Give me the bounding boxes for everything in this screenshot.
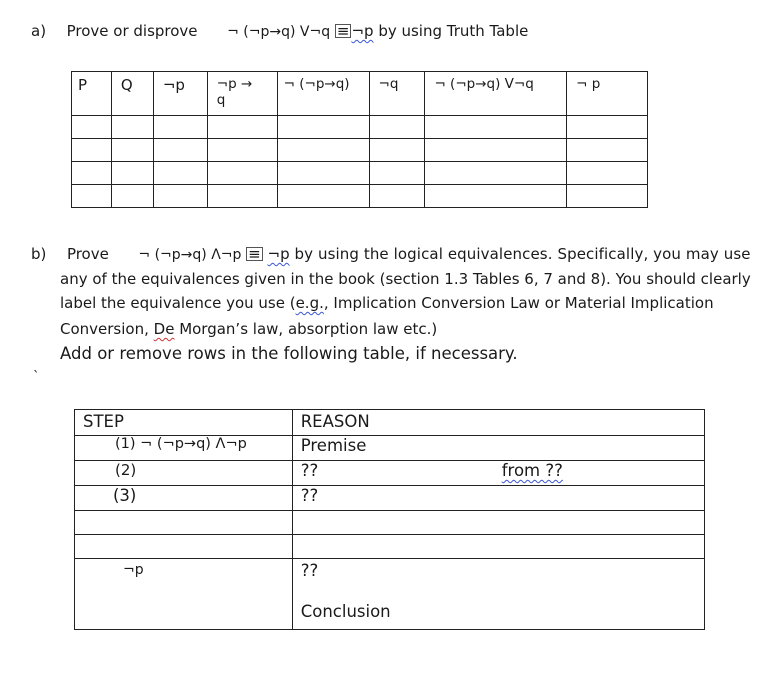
proof-row [75,436,705,461]
question-b-line-1 [31,245,751,263]
truth-table-cell [207,116,277,139]
truth-table-row [72,139,648,162]
truth-table-header-cell: ¬ p [567,72,648,116]
proof-final-reason: ?? [300,561,319,580]
proof-table [74,409,705,630]
question-a-expression-right: ¬p [351,22,374,40]
truth-table-cell [567,116,648,139]
question-b-line-4 [60,320,437,338]
proof-row [75,535,705,559]
truth-table [71,71,648,208]
question-b-expression-left: ¬ (¬p→q) Λ¬p [138,247,242,263]
truth-table-cell [369,162,425,185]
proof-step: (3) [75,486,293,511]
question-b-line-2: any of the equivalences given in the book (section 1.3 Tables 6, 7 and 8). You should clearly [60,270,751,288]
truth-table-header-cell: P [72,72,112,116]
truth-table-cell [72,116,112,139]
truth-table-cell [207,185,277,208]
equivalence-symbol: ≡ [336,22,350,40]
question-b-line-3-end: , Implication Conversion Law or Material Implication [323,294,714,312]
truth-table-header-line: ¬p → [216,76,253,92]
proof-row [75,511,705,535]
truth-table-row [72,116,648,139]
truth-table-cell [207,139,277,162]
truth-table-cell [425,185,567,208]
question-b-expression-right: ¬p [267,245,290,263]
truth-table-cell [567,185,648,208]
truth-table-cell [153,139,207,162]
question-b-line-1-rest: by using the logical equivalences. Specifically, you may use [289,245,751,263]
question-a-line [31,22,528,40]
question-b-line-4-end: Morgan’s law, absorption law etc.) [174,320,438,338]
proof-reason-extra: from ?? [501,461,563,480]
truth-table-header-cell: ¬ (¬p→q) V¬q [425,72,567,116]
truth-table-cell [153,185,207,208]
truth-table-cell [153,116,207,139]
truth-table-cell [277,116,369,139]
proof-final-step: ¬p [75,559,293,630]
truth-table-row [72,185,648,208]
truth-table-header-cell: ¬ (¬p→q) [277,72,369,116]
proof-final-conclusion: Conclusion [300,602,391,621]
proof-row [75,461,705,486]
question-a-text-after: by using Truth Table [373,22,529,40]
truth-table-cell [72,185,112,208]
equivalence-symbol: ≡ [248,245,261,263]
truth-table-cell [425,139,567,162]
truth-table-cell [111,185,153,208]
truth-table-header-cell [207,72,277,116]
proof-reason: ?? [300,461,319,480]
truth-table-cell [72,139,112,162]
proof-reason-cell [292,461,704,486]
instruction-text: Add or remove rows in the following table, if necessary. [60,344,518,363]
truth-table-row [72,162,648,185]
proof-step: (1) ¬ (¬p→q) Λ¬p [75,436,293,461]
truth-table-header-cell: Q [111,72,153,116]
truth-table-header-row [72,72,648,116]
truth-table-cell [425,116,567,139]
truth-table-cell [369,185,425,208]
proof-header-step: STEP [75,410,293,436]
question-b-label: b) [31,245,47,263]
question-a-label: a) [31,22,47,40]
question-b-prove-word: Prove [66,245,109,263]
proof-final-reason-cell [292,559,704,630]
truth-table-cell [153,162,207,185]
proof-header-reason: REASON [292,410,704,436]
truth-table-cell [72,162,112,185]
question-b-eg: e.g. [295,294,324,312]
stray-mark: ` [33,370,40,385]
question-b-line-3 [60,294,714,312]
truth-table-cell [277,139,369,162]
proof-reason: ?? [292,486,704,511]
question-b-line-4-start: Conversion, [60,320,154,338]
proof-final-row [75,559,705,630]
truth-table-cell [111,162,153,185]
truth-table-cell [277,162,369,185]
proof-step: (2) [75,461,293,486]
proof-step [75,535,293,559]
proof-reason [292,535,704,559]
truth-table-cell [369,139,425,162]
truth-table-cell [277,185,369,208]
proof-reason [292,511,704,535]
truth-table-cell [369,116,425,139]
proof-table-header-row [75,410,705,436]
truth-table-header-cell: ¬q [369,72,425,116]
question-b-line-3-start: label the equivalence you use ( [60,294,296,312]
proof-step [75,511,293,535]
proof-reason: Premise [292,436,704,461]
question-a-text: Prove or disprove [66,22,198,40]
truth-table-header-cell: ¬p [153,72,207,116]
truth-table-cell [567,162,648,185]
question-b-de: De [153,320,175,338]
proof-row [75,486,705,511]
truth-table-cell [567,139,648,162]
truth-table-cell [425,162,567,185]
truth-table-header-line: q [216,92,226,108]
truth-table-cell [111,116,153,139]
truth-table-cell [111,139,153,162]
truth-table-cell [207,162,277,185]
question-a-expression-left: ¬ (¬p→q) V¬q [227,24,331,40]
